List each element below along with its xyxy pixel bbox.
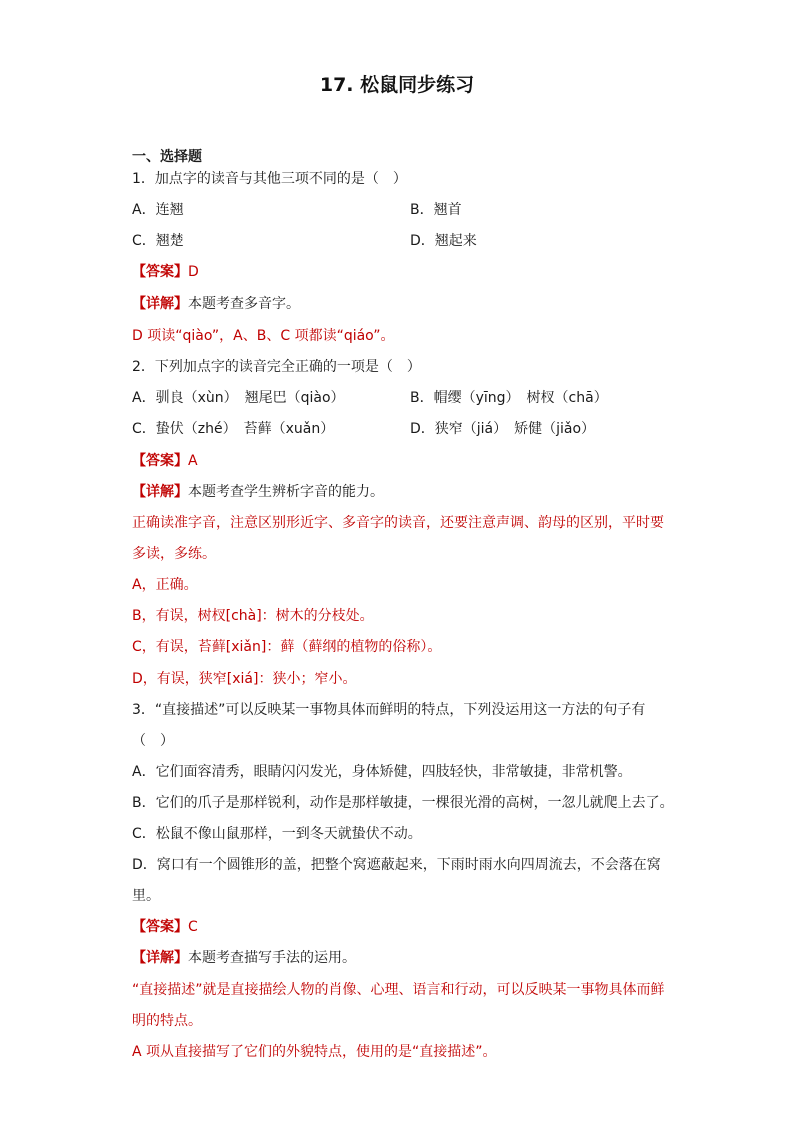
q1-explain-line: D 项读“qiào”，A、B、C 项都读“qiáo”。	[132, 328, 395, 344]
q1-option-d: D．翘起来	[410, 233, 477, 249]
q2-explain-line: A，正确。	[132, 577, 198, 593]
q3-explain-line: 明的特点。	[132, 1013, 202, 1029]
detail-label: 【详解】	[132, 484, 188, 500]
section-heading: 一、选择题	[132, 149, 202, 165]
page-title: 17. 松鼠同步练习	[319, 74, 475, 96]
answer-value: A	[188, 453, 198, 469]
detail-label: 【详解】	[132, 296, 188, 312]
q2-explain-line: 多读，多练。	[132, 546, 216, 562]
q3-explain-line: “直接描述”就是直接描绘人物的肖像、心理、语言和行动，可以反映某一事物具体而鲜	[132, 982, 665, 998]
q2-answer	[132, 446, 672, 477]
q1-option-c: C．翘楚	[132, 233, 184, 249]
q3-detail	[132, 943, 672, 974]
answer-value: D	[188, 264, 199, 280]
q2-stem: 2．下列加点字的读音完全正确的一项是（ ）	[132, 359, 421, 375]
q3-option-a: A．它们面容清秀，眼睛闪闪发光，身体矫健，四肢轻快，非常敏捷，非常机警。	[132, 764, 632, 780]
q2-explain-line: B，有误，树杈[chà]：树木的分枝处。	[132, 608, 374, 624]
q2-detail	[132, 477, 672, 508]
q2-option-d: D．狭窄（jiá） 矫健（jiǎo）	[410, 421, 596, 437]
q2-explain-line: D，有误，狭窄[xiá]：狭小；窄小。	[132, 671, 357, 687]
q1-answer	[132, 257, 672, 288]
answer-label: 【答案】	[132, 453, 188, 469]
q3-stem: 3．“直接描述”可以反映某一事物具体而鲜明的特点，下列没运用这一方法的句子有	[132, 702, 646, 718]
answer-label: 【答案】	[132, 919, 188, 935]
q2-explain-line: 正确读准字音，注意区别形近字、多音字的读音，还要注意声调、韵母的区别，平时要	[132, 515, 664, 531]
q3-answer	[132, 912, 672, 943]
q3-option-c: C．松鼠不像山鼠那样，一到冬天就蛰伏不动。	[132, 826, 422, 842]
q1-detail	[132, 289, 672, 320]
q2-option-c: C．蛰伏（zhé） 苔藓（xuǎn）	[132, 421, 335, 437]
q3-option-d: D．窝口有一个圆锥形的盖，把整个窝遮蔽起来，下雨时雨水向四周流去，不会落在窝	[132, 857, 661, 873]
detail-text: 本题考查描写手法的运用。	[188, 950, 356, 966]
q2-option-a: A．驯良（xùn） 翘尾巴（qiào）	[132, 390, 345, 406]
answer-label: 【答案】	[132, 264, 188, 280]
detail-text: 本题考查多音字。	[188, 296, 300, 312]
q2-explain-line: C，有误，苔藓[xiǎn]：藓（藓纲的植物的俗称）。	[132, 639, 442, 655]
q3-stem-cont: （ ）	[132, 733, 174, 749]
detail-label: 【详解】	[132, 950, 188, 966]
q3-option-b: B．它们的爪子是那样锐利，动作是那样敏捷，一棵很光滑的高树，一忽儿就爬上去了。	[132, 795, 674, 811]
q1-stem: 1．加点字的读音与其他三项不同的是（ ）	[132, 171, 407, 187]
q1-option-a: A．连翘	[132, 202, 184, 218]
detail-text: 本题考查学生辨析字音的能力。	[188, 484, 384, 500]
q1-option-b: B．翘首	[410, 202, 462, 218]
q2-option-b: B．帽缨（yīng） 树杈（chā）	[410, 390, 608, 406]
q3-option-d-cont: 里。	[132, 888, 160, 904]
q3-explain-line: A 项从直接描写了它们的外貌特点，使用的是“直接描述”。	[132, 1044, 497, 1060]
answer-value: C	[188, 919, 198, 935]
